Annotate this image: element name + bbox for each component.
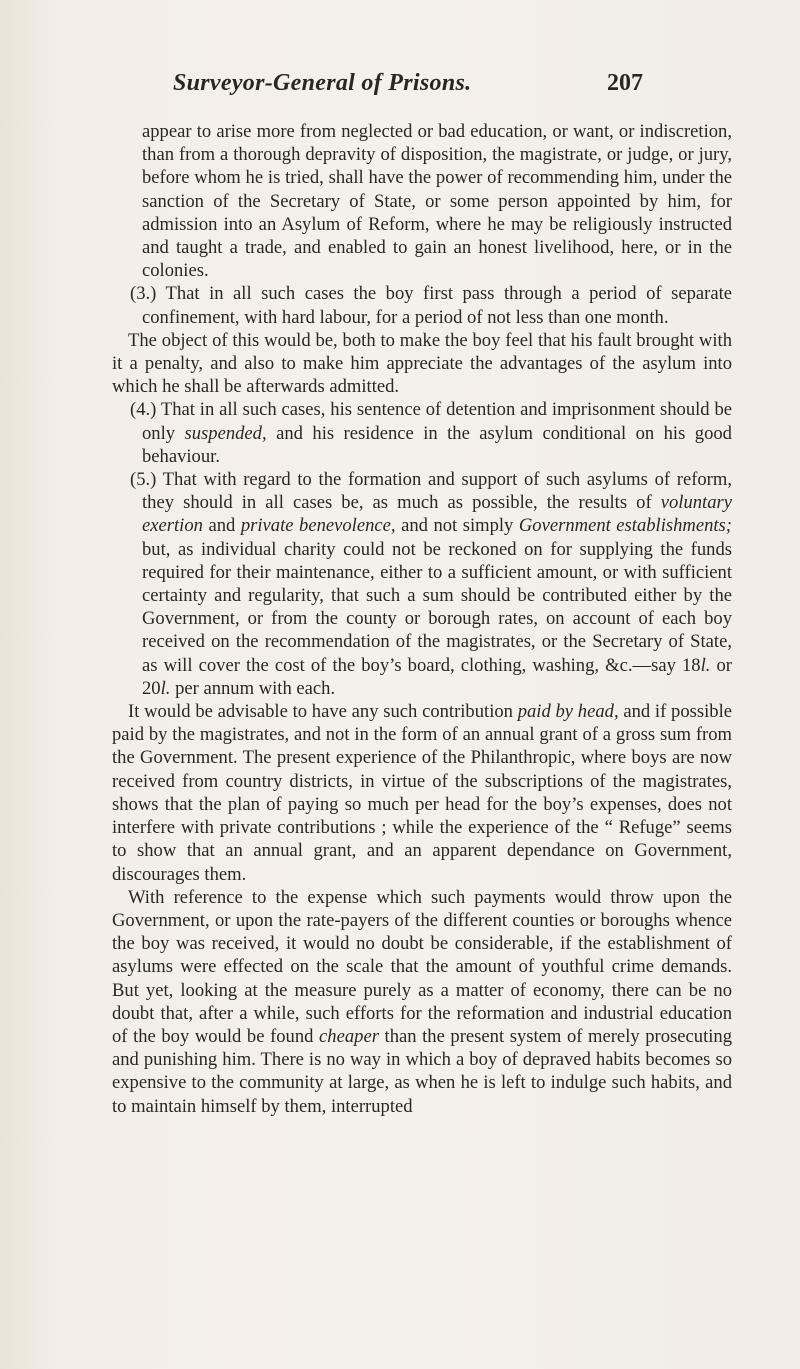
text-run: and if possible paid by the magistrates, and not in the form of an annual grant of a gross sum from the Government. The present experience of the Philanthropic, where boys are now received from country districts, in virtue of the subscriptions of the magistrates, shows that the plan of paying so much per head for the boy’s expenses, does not interfere with private contributions ; while the experience of the “ Refuge” seems to show that an annual grant, and an apparent dependance on Government, discourages them. [112, 701, 732, 885]
text-run: per annum with each. [170, 677, 336, 699]
text-run: than the present system of merely prosecuting and punishing him. There is no way in which a boy of depraved habits becomes so expensive to the community at large, as when he is left to indulge such habits, and to maintain himself by them, interrupted [112, 1025, 732, 1117]
running-title: Surveyor-General of Prisons. [173, 70, 472, 96]
text-run: but, as individual charity could not be reckoned on for supplying the funds required for their maintenance, either to a sufficient amount, or with sufficient certainty and regularity, that such a sum should be contributed either by the Government, or from the county or borough rates, on account of each boy received on the recommendation of the magistrates, or the Secretary of State, as will cover the cost of the boy’s board, clothing, washing, &c.—say 18 [142, 538, 732, 676]
page-header [0, 70, 800, 110]
paragraph [112, 468, 732, 700]
italic-run: voluntary exertion [142, 492, 732, 537]
paragraph [112, 700, 732, 886]
page-number: 207 [607, 70, 643, 96]
italic-run: paid by head, [517, 701, 619, 723]
text-run: and not simply [395, 515, 519, 537]
italic-run: cheaper [319, 1025, 379, 1047]
text-run: It would be advisable to have any such contribution [128, 701, 518, 723]
text-run: The object of this would be, both to make the boy feel that his fault brought with it a penalty, and also to make him appreciate the advantages of the asylum into which he shall be afterwards admitted. [112, 329, 732, 398]
italic-run: Government establishments; [518, 515, 732, 537]
paragraph [112, 886, 732, 1118]
paragraph [112, 329, 732, 399]
text-run: and his residence in the asylum conditional on his good behaviour. [142, 422, 732, 467]
body-text [112, 120, 732, 1118]
text-run: and [202, 515, 241, 537]
text-run: or 20 [142, 654, 732, 699]
italic-run: private benevolence, [240, 515, 396, 537]
paragraph [112, 282, 732, 328]
text-run: With reference to the expense which such payments would throw upon the Government, or upon the rate-payers of the different counties or boroughs whence the boy was received, it would no doubt be considerable, if the establishment of asylums were effected on the scale that the amount of youthful crime demands. But yet, looking at the measure purely as a matter of economy, there can be no doubt that, after a while, such efforts for the reformation and industrial education of the boy would be found [112, 886, 732, 1047]
italic-run: suspended, [184, 422, 267, 444]
text-run: appear to arise more from neglected or bad education, or want, or indiscretion, than from a thorough depravity of disposition, the magistrate, or judge, or jury, before whom he is tried, shall have the power of recommending him, under the sanction of the Secretary of State, or some person appointed by him, for admission into an Asylum of Reform, where he may be religiously instructed and taught a trade, and enabled to gain an honest livelihood, here, or in the colonies. [142, 121, 732, 282]
paragraph [112, 398, 732, 468]
italic-run: l. [700, 654, 711, 676]
text-run: (5.) That with regard to the formation and support of such asylums of reform, they should in all cases be, as much as possible, the results of [130, 469, 732, 514]
text-run: (4.) That in all such cases, his sentence of detention and imprisonment should be only [130, 399, 732, 444]
paragraph [112, 120, 732, 282]
italic-run: l. [160, 677, 171, 699]
text-run: (3.) That in all such cases the boy first pass through a period of separate confinement, with hard labour, for a period of not less than one month. [130, 283, 732, 328]
